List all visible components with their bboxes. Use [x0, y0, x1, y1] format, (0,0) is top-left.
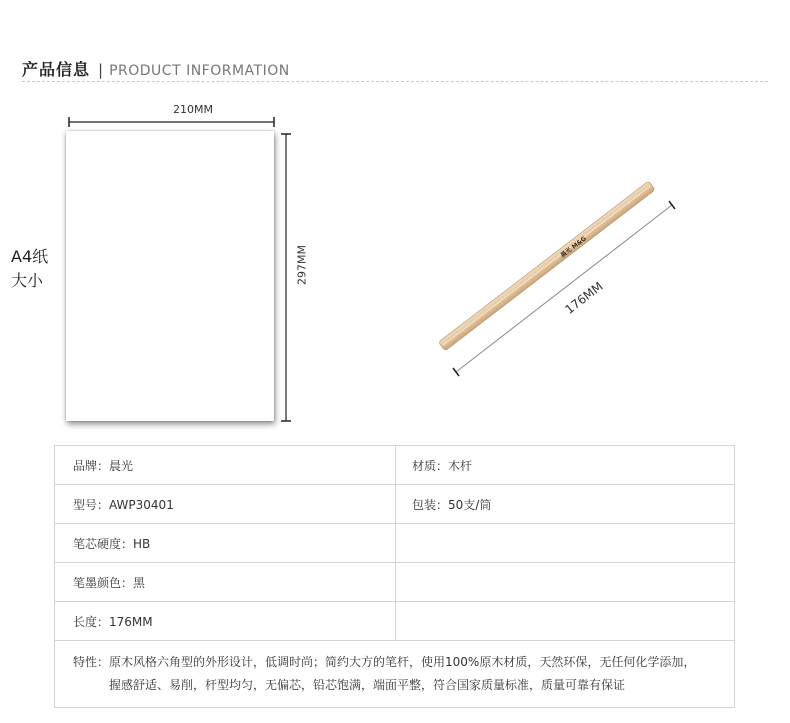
paper-width-label: 210MM — [173, 103, 213, 116]
section-header — [22, 57, 290, 81]
paper-height-label: 297MM — [295, 245, 309, 285]
pencil-imprint: 晨光 M&G — [559, 235, 588, 260]
table-row — [55, 563, 735, 602]
spec-brand: 品牌：晨光 — [55, 446, 396, 485]
paper-size-label-line2: 大小 — [11, 271, 44, 290]
table-row — [55, 524, 735, 563]
spec-hardness: 笔芯硬度：HB — [55, 524, 396, 563]
paper-height-dimension — [278, 132, 294, 424]
pencil-length-dimension — [453, 201, 675, 376]
pencil-length-label: 176MM — [562, 279, 606, 317]
spec-ink-color: 笔墨颜色：黑 — [55, 563, 396, 602]
table-row — [55, 641, 735, 708]
spec-packaging: 包装：50支/筒 — [396, 485, 735, 524]
pencil-figure — [420, 160, 700, 390]
header-divider — [22, 81, 768, 82]
a4-paper-sheet — [66, 131, 274, 421]
spec-empty-cell — [396, 524, 735, 563]
section-title-zh: 产品信息 — [22, 60, 91, 79]
paper-size-label — [11, 245, 48, 293]
pencil-body — [438, 181, 655, 351]
spec-material: 材质：木杆 — [396, 446, 735, 485]
table-row — [55, 446, 735, 485]
features-line2: 握感舒适、易削，杆型均匀，无偏芯，铅芯饱满，端面平整，符合国家质量标准，质量可靠有保证 — [109, 678, 626, 692]
spec-length: 长度：176MM — [55, 602, 396, 641]
spec-empty-cell — [396, 602, 735, 641]
paper-width-dimension — [66, 114, 278, 130]
paper-size-label-line1: A4纸 — [11, 247, 49, 266]
table-row — [55, 485, 735, 524]
features-line1: 原木风格六角型的外形设计，低调时尚；简约大方的笔杆，使用100%原木材质，天然环保，无任何化学添加， — [109, 655, 696, 669]
spec-empty-cell — [396, 563, 735, 602]
table-row — [55, 602, 735, 641]
spec-features — [55, 641, 735, 708]
spec-table — [54, 445, 735, 708]
section-title-en: PRODUCT INFORMATION — [109, 63, 290, 79]
features-label: 特性： — [73, 655, 110, 669]
spec-model: 型号：AWP30401 — [55, 485, 396, 524]
title-separator: | — [98, 61, 104, 79]
